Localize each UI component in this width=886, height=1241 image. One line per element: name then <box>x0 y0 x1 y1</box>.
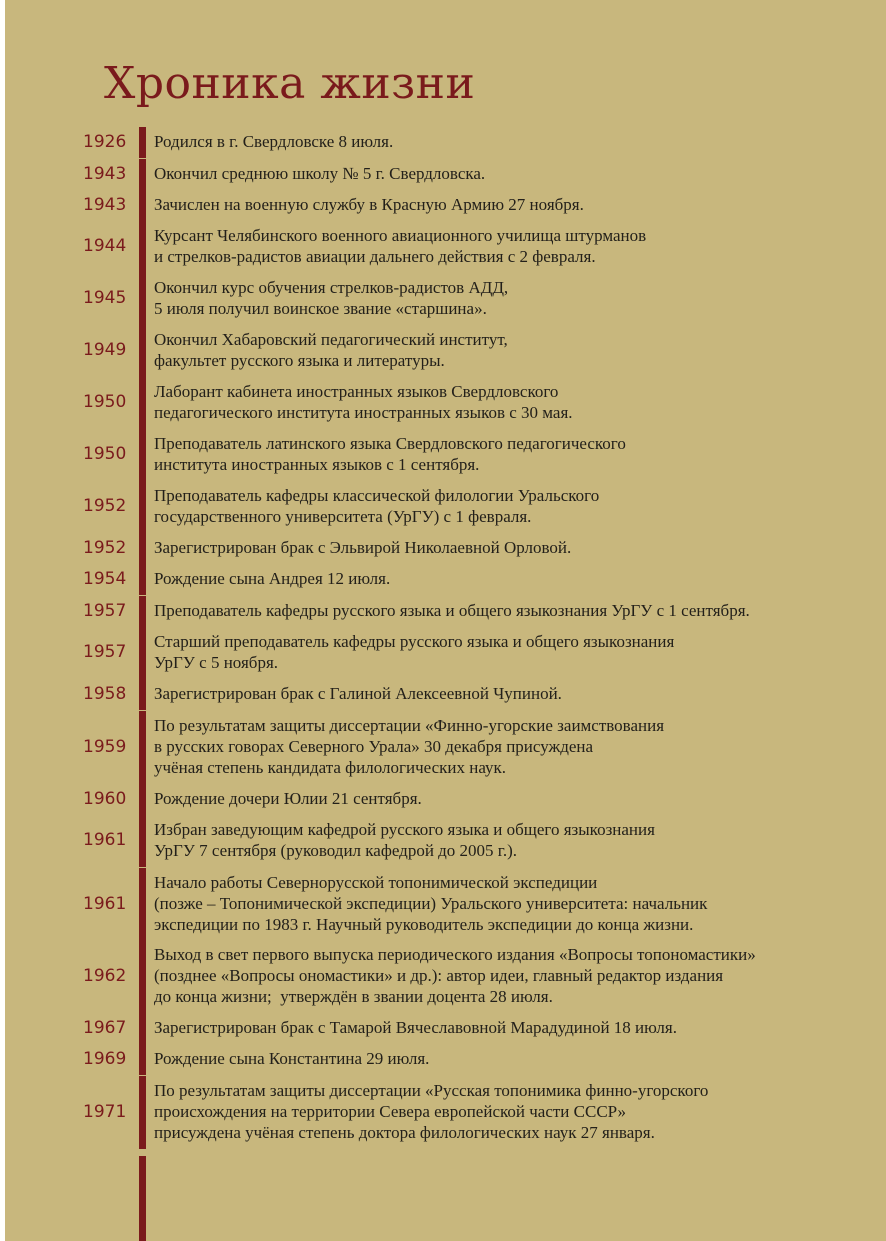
entry-text: Начало работы Севернорусской топонимической экспедиции (позже – Топонимической экспедиции) Уральского университета: начальник экспедиции по 1983 г. Научный руководитель экспедиции до конца жизни. <box>154 873 708 934</box>
timeline-bar <box>139 784 146 815</box>
entry-text: Зарегистрирован брак с Галиной Алексеевной Чупиной. <box>154 684 562 703</box>
entry-year: 1950 <box>83 444 127 464</box>
entry-text: Лаборант кабинета иностранных языков Свердловского педагогического института иностранных языков с 30 мая. <box>154 382 573 422</box>
timeline-bar <box>139 190 146 221</box>
entry-year: 1950 <box>83 392 127 412</box>
timeline-bar <box>139 868 146 941</box>
entry-text: Окончил курс обучения стрелков-радистов АДД, 5 июля получил воинское звание «старшина». <box>154 278 509 318</box>
entry-year: 1952 <box>83 496 127 516</box>
timeline-bar <box>139 679 146 710</box>
timeline-bar <box>139 627 146 679</box>
entry-text: Рождение дочери Юлии 21 сентября. <box>154 789 422 808</box>
entry-text: Зарегистрирован брак с Эльвирой Николаевной Орловой. <box>154 538 572 557</box>
entry-text: Окончил Хабаровский педагогический институт, факультет русского языка и литературы. <box>154 330 508 370</box>
entry-year: 1961 <box>83 830 127 850</box>
entry-year: 1945 <box>83 288 127 308</box>
timeline-bar <box>139 815 146 867</box>
entry-text: Выход в свет первого выпуска периодического издания «Вопросы топономастики» (позднее «Вопросы ономастики» и др.): автор идеи, главный редактор издания до конца жизни; утверждён в звании доцента 28 июля. <box>154 945 756 1006</box>
timeline-bar <box>139 273 146 325</box>
entry-text: По результатам защиты диссертации «Русская топонимика финно-угорского происхождения на территории Севера европейской части СССР» присуждена учёная степень доктора филологических наук 27 января. <box>154 1081 709 1142</box>
entry-year: 1960 <box>83 788 127 809</box>
entry-text: Окончил среднюю школу № 5 г. Свердловска. <box>154 164 486 183</box>
entry-year: 1961 <box>83 893 127 914</box>
entry-text: Зарегистрирован брак с Тамарой Вячеславовной Марадудиной 18 июля. <box>154 1018 677 1037</box>
entry-text: Старший преподаватель кафедры русского языка и общего языкознания УрГУ с 5 ноября. <box>154 632 675 672</box>
entry-year: 1926 <box>83 131 127 152</box>
entry-text: Родился в г. Свердловске 8 июля. <box>154 132 394 151</box>
entry-text: Преподаватель латинского языка Свердловского педагогического института иностранных языков с 1 сентября. <box>154 434 626 474</box>
timeline-bar <box>139 159 146 190</box>
entry-text: Преподаватель кафедры русского языка и общего языкознания УрГУ с 1 сентября. <box>154 601 750 620</box>
entry-text: Рождение сына Андрея 12 июля. <box>154 569 391 588</box>
entry-text: Преподаватель кафедры классической филологии Уральского государственного университета (УрГУ) с 1 февраля. <box>154 486 600 526</box>
entry-text: Рождение сына Константина 29 июля. <box>154 1049 430 1068</box>
entry-year: 1957 <box>83 600 127 621</box>
entry-text: По результатам защиты диссертации «Финно-угорские заимствования в русских говорах Северного Урала» 30 декабря присуждена учёная степень кандидата филологических наук. <box>154 716 665 777</box>
timeline-bar <box>139 711 146 784</box>
timeline-bar <box>139 533 146 564</box>
entry-text: Избран заведующим кафедрой русского языка и общего языкознания УрГУ 7 сентября (руководил кафедрой до 2005 г.). <box>154 820 655 860</box>
timeline-bar <box>139 325 146 377</box>
page-edge <box>0 0 5 1241</box>
entry-year: 1949 <box>83 340 127 360</box>
timeline-bar <box>139 1044 146 1075</box>
timeline-bar <box>139 481 146 533</box>
page-title: Хроника жизни <box>104 58 476 109</box>
entry-year: 1957 <box>83 642 127 662</box>
entry-year: 1944 <box>83 236 127 256</box>
entry-text: Зачислен на военную службу в Красную Армию 27 ноября. <box>154 195 584 214</box>
timeline-bar <box>139 429 146 481</box>
entry-year: 1971 <box>83 1101 127 1122</box>
entry-text: Курсант Челябинского военного авиационного училища штурманов и стрелков-радистов авиации дальнего действия с 2 февраля. <box>154 226 647 266</box>
entry-year: 1958 <box>83 683 127 704</box>
entry-year: 1967 <box>83 1017 127 1038</box>
timeline-bar <box>139 1076 146 1149</box>
timeline-bar <box>139 940 146 1013</box>
entry-year: 1943 <box>83 194 127 215</box>
entry-year: 1962 <box>83 965 127 986</box>
entry-year: 1969 <box>83 1048 127 1069</box>
timeline-bar <box>139 221 146 273</box>
timeline-bar <box>139 127 146 158</box>
timeline-bar <box>139 1013 146 1044</box>
timeline-bar <box>139 596 146 627</box>
timeline-tail-bar <box>139 1156 146 1241</box>
entry-year: 1952 <box>83 537 127 558</box>
entry-year: 1959 <box>83 736 127 757</box>
entry-year: 1954 <box>83 568 127 589</box>
timeline-bar <box>139 377 146 429</box>
timeline-bar <box>139 564 146 595</box>
entry-year: 1943 <box>83 163 127 184</box>
